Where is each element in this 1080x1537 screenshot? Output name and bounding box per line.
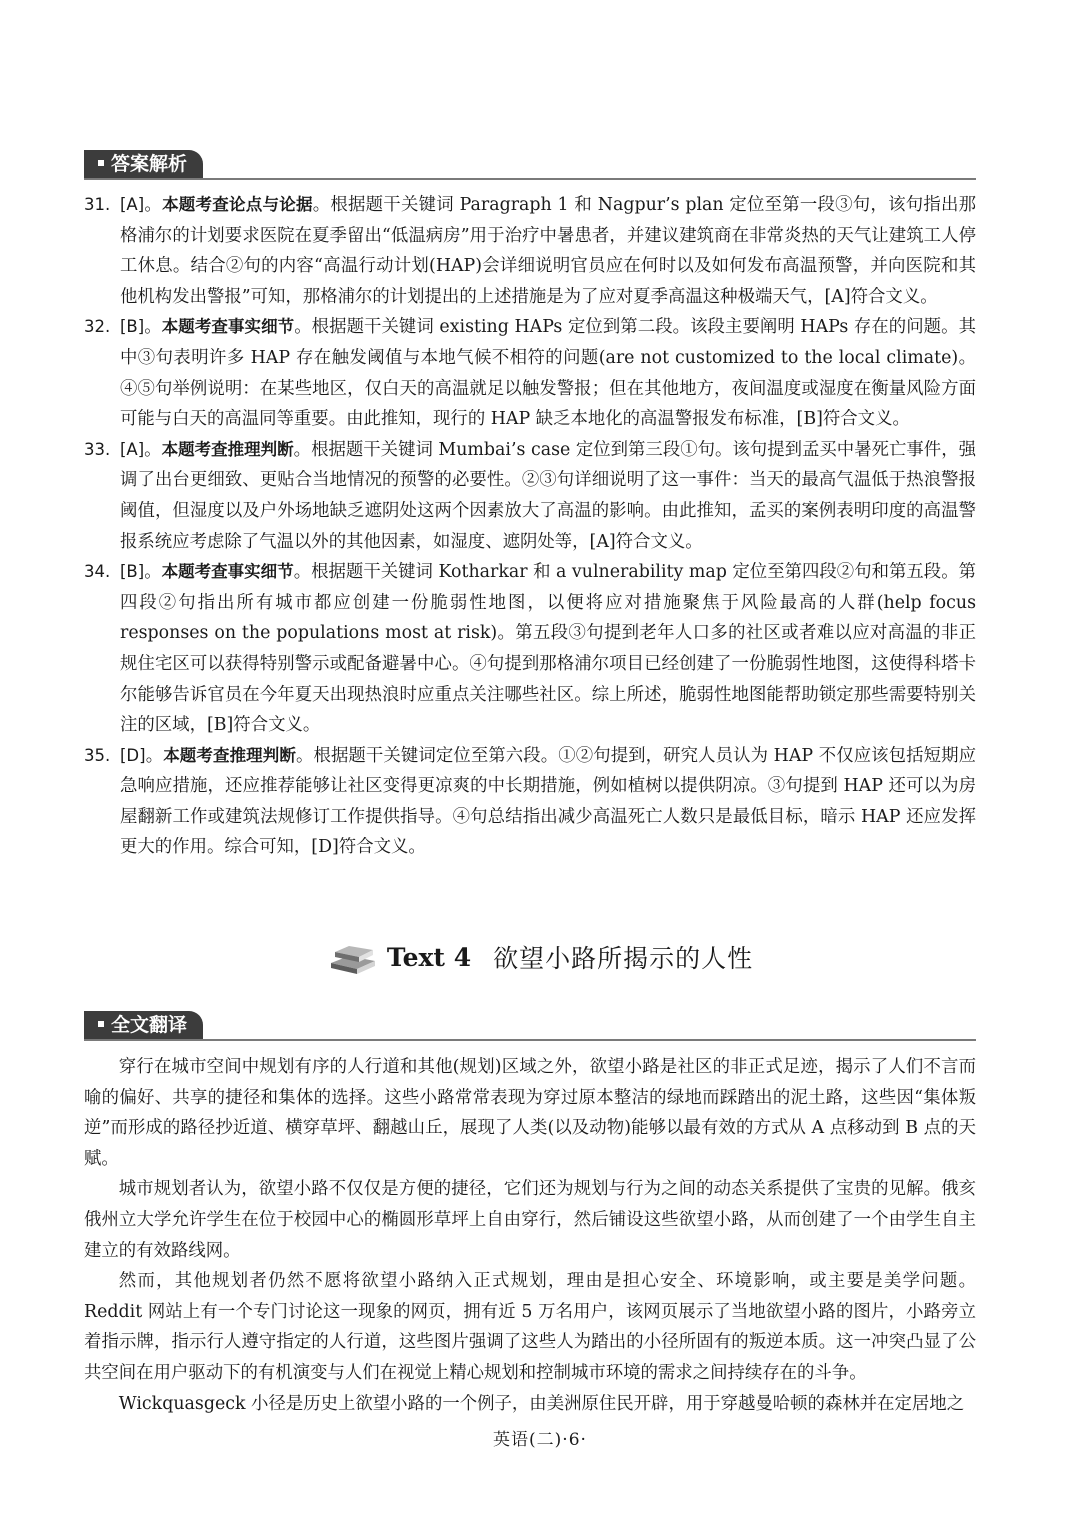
section-rule <box>84 178 976 180</box>
section-header-full-translation <box>84 1011 976 1041</box>
answer-option: [B] <box>120 562 145 582</box>
square-bullet-icon <box>98 1021 104 1027</box>
text4-label: Text 4 <box>386 942 472 972</box>
translation-paragraph: Wickquasgeck 小径是历史上欲望小路的一个例子，由美洲原住民开辟，用于穿越曼哈顿的森林并在定居地之 <box>118 1393 965 1414</box>
answer-option: [B] <box>120 317 145 337</box>
translation-paragraph: 穿行在城市空间中规划有序的人行道和其他(规划)区域之外，欲望小路是社区的非正式足迹，揭示了人们不言而喻的偏好、共享的捷径和集体的选择。这些小路常常表现为穿过原本整洁的绿地而踩踏出的泥土路，这些因“集体叛逆”而形成的路径抄近道、横穿草坪、翻越山丘，展现了人类(以及动物)能够以最有效的方式从 A 点移动到 B 点的天赋。 <box>84 1057 976 1169</box>
section-title: 全文翻译 <box>111 1014 188 1036</box>
answer-item: 34. [B]。本题考查事实细节。根据题干关键词 Kotharkar 和 a vulnerability map 定位至第四段②句和第五段。第四段②句指出所有城市都应创建一份脆弱性地图，以便将应对措施聚焦于风险最高的人群(help focus responses on the populations most at risk)。第五段③句提到老年人口多的社区或者难以应对高温的非正规住宅区可以获得特别警示或配备避暑中心。④句提到那格浦尔项目已经创建了一份脆弱性地图，这使得科塔卡尔能够告诉官员在今年夏天出现热浪时应重点关注哪些社区。综上所述，脆弱性地图能帮助锁定那些需要特别关注的区域，[B]符合文义。 <box>84 557 976 741</box>
answer-option: [A] <box>120 195 145 214</box>
section-header-answer-analysis <box>84 150 976 180</box>
answer-topic: 本题考查事实细节 <box>161 562 294 582</box>
answer-number: 35. <box>84 745 111 765</box>
answer-text: 根据题干关键词定位至第六段。①②句提到，研究人员认为 HAP 不仅应该包括短期应急响应措施，还应推荐能够让社区变得更凉爽的中长期措施，例如植树以提供阴凉。③句提到 HAP 还可以为房屋翻新工作或建筑法规修订工作提供指导。④句总结指出减少高温死亡人数只是最低目标，暗示 HAP 还应发挥更大的作用。综合可知，[D]符合文义。 <box>120 745 976 858</box>
answer-topic: 本题考查事实细节 <box>161 317 295 337</box>
translation-paragraph: 然而，其他规划者仍然不愿将欲望小路纳入正式规划，理由是担心安全、环境影响，或主要是美学问题。Reddit 网站上有一个专门讨论这一现象的网页，拥有近 5 万名用户，该网页展示了当地欲望小路的图片，小路旁立着指示牌，指示行人遵守指定的人行道，这些图片强调了这些人为踏出的小径所固有的叛逆本质。这一冲突凸显了公共空间在用户驱动下的有机演变与人们在视觉上精心规划和控制城市环境的需求之间持续存在的斗争。 <box>84 1271 976 1383</box>
answer-text: 根据题干关键词 Paragraph 1 和 Nagpur’s plan 定位至第一段③句，该句指出那格浦尔的计划要求医院在夏季留出“低温病房”用于治疗中暑患者，并建议建筑商在非常炎热的天气让建筑工人停工休息。结合②句的内容“高温行动计划(HAP)会详细说明官员应在何时以及如何发布高温预警，并向医院和其他机构发出警报”可知，那格浦尔的计划提出的上述措施是为了应对夏季高温这种极端天气，[A]符合文义。 <box>120 195 976 307</box>
answer-list <box>84 190 976 863</box>
text4-title: 欲望小路所揭示的人性 <box>493 944 754 973</box>
answer-text: 根据题干关键词 Kotharkar 和 a vulnerability map 定位至第四段②句和第五段。第四段②句指出所有城市都应创建一份脆弱性地图，以便将应对措施聚焦于风险最高的人群(help focus responses on the populations most at risk)。第五段③句提到老年人口多的社区或者难以应对高温的非正规住宅区可以获得特别警示或配备避暑中心。④句提到那格浦尔项目已经创建了一份脆弱性地图，这使得科塔卡尔能够告诉官员在今年夏天出现热浪时应重点关注哪些社区。综上所述，脆弱性地图能帮助锁定那些需要特别关注的区域，[B]符合文义。 <box>120 562 976 736</box>
answer-topic: 本题考查论点与论据 <box>162 195 313 214</box>
answer-number: 32. <box>84 317 111 337</box>
answer-text: 根据题干关键词 Mumbai’s case 定位到第三段①句。该句提到孟买中暑死亡事件，强调了出台更细致、更贴合当地情况的预警的必要性。②③句详细说明了这一事件：当天的最高气温低于热浪警报阈值，但湿度以及户外场地缺乏遮阴处这两个因素放大了高温的影响。由此推知，孟买的案例表明印度的高温警报系统应考虑除了气温以外的其他因素，如湿度、遮阴处等，[A]符合文义。 <box>120 439 976 552</box>
section-title: 答案解析 <box>111 153 188 175</box>
square-bullet-icon <box>98 160 104 166</box>
answer-option: [A] <box>120 439 145 459</box>
translation-body <box>84 1052 976 1419</box>
answer-number: 31. <box>84 195 111 214</box>
answer-topic: 本题考查推理判断 <box>161 439 294 459</box>
answer-text: 根据题干关键词 existing HAPs 定位到第二段。该段主要阐明 HAPs 存在的问题。其中③句表明许多 HAP 存在触发阈值与本地气候不相符的问题(are not customized to the local climate)。④⑤句举例说明：在某些地区，仅白天的高温就足以触发警报；但在其他地方，夜间温度或湿度在衡量风险方面可能与白天的高温同等重要。由此推知，现行的 HAP 缺乏本地化的高温警报发布标准，[B]符合文义。 <box>120 317 976 430</box>
answer-number: 33. <box>84 439 111 459</box>
answer-item: 33. [A]。本题考查推理判断。根据题干关键词 Mumbai’s case 定位到第三段①句。该句提到孟买中暑死亡事件，强调了出台更细致、更贴合当地情况的预警的必要性。②③句详细说明了这一事件：当天的最高气温低于热浪警报阈值，但湿度以及户外场地缺乏遮阴处这两个因素放大了高温的影响。由此推知，孟买的案例表明印度的高温警报系统应考虑除了气温以外的其他因素，如湿度、遮阴处等，[A]符合文义。 <box>84 435 976 557</box>
answer-item: 35. [D]。本题考查推理判断。根据题干关键词定位至第六段。①②句提到，研究人员认为 HAP 不仅应该包括短期应急响应措施，还应推荐能够让社区变得更凉爽的中长期措施，例如植树以提供阴凉。③句提到 HAP 还可以为房屋翻新工作或建筑法规修订工作提供指导。④句总结指出减少高温死亡人数只是最低目标，暗示 HAP 还应发挥更大的作用。综合可知，[D]符合文义。 <box>84 741 976 863</box>
section-tab <box>84 150 203 178</box>
text4-heading <box>0 932 1080 982</box>
answer-number: 34. <box>84 562 111 582</box>
answer-item: 31. [A]。本题考查论点与论据。根据题干关键词 Paragraph 1 和 Nagpur’s plan 定位至第一段③句，该句指出那格浦尔的计划要求医院在夏季留出“低温病房”用于治疗中暑患者，并建议建筑商在非常炎热的天气让建筑工人停工休息。结合②句的内容“高温行动计划(HAP)会详细说明官员应在何时以及如何发布高温预警，并向医院和其他机构发出警报”可知，那格浦尔的计划提出的上述措施是为了应对夏季高温这种极端天气，[A]符合文义。 <box>84 190 976 312</box>
page-footer: 英语(二)·6· <box>493 1430 587 1450</box>
answer-option: [D] <box>120 745 146 765</box>
section-rule <box>84 1039 976 1041</box>
answer-item: 32. [B]。本题考查事实细节。根据题干关键词 existing HAPs 定位到第二段。该段主要阐明 HAPs 存在的问题。其中③句表明许多 HAP 存在触发阈值与本地气候不相符的问题(are not customized to the local climate)。④⑤句举例说明：在某些地区，仅白天的高温就足以触发警报；但在其他地方，夜间温度或湿度在衡量风险方面可能与白天的高温同等重要。由此推知，现行的 HAP 缺乏本地化的高温警报发布标准，[B]符合文义。 <box>84 312 976 434</box>
translation-paragraph: 城市规划者认为，欲望小路不仅仅是方便的捷径，它们还为规划与行为之间的动态关系提供了宝贵的见解。俄亥俄州立大学允许学生在位于校园中心的椭圆形草坪上自由穿行，然后铺设这些欲望小路，从而创建了一个由学生自主建立的有效路线网。 <box>84 1179 976 1261</box>
books-icon <box>327 939 379 975</box>
section-tab <box>84 1011 203 1039</box>
answer-topic: 本题考查推理判断 <box>163 745 296 765</box>
